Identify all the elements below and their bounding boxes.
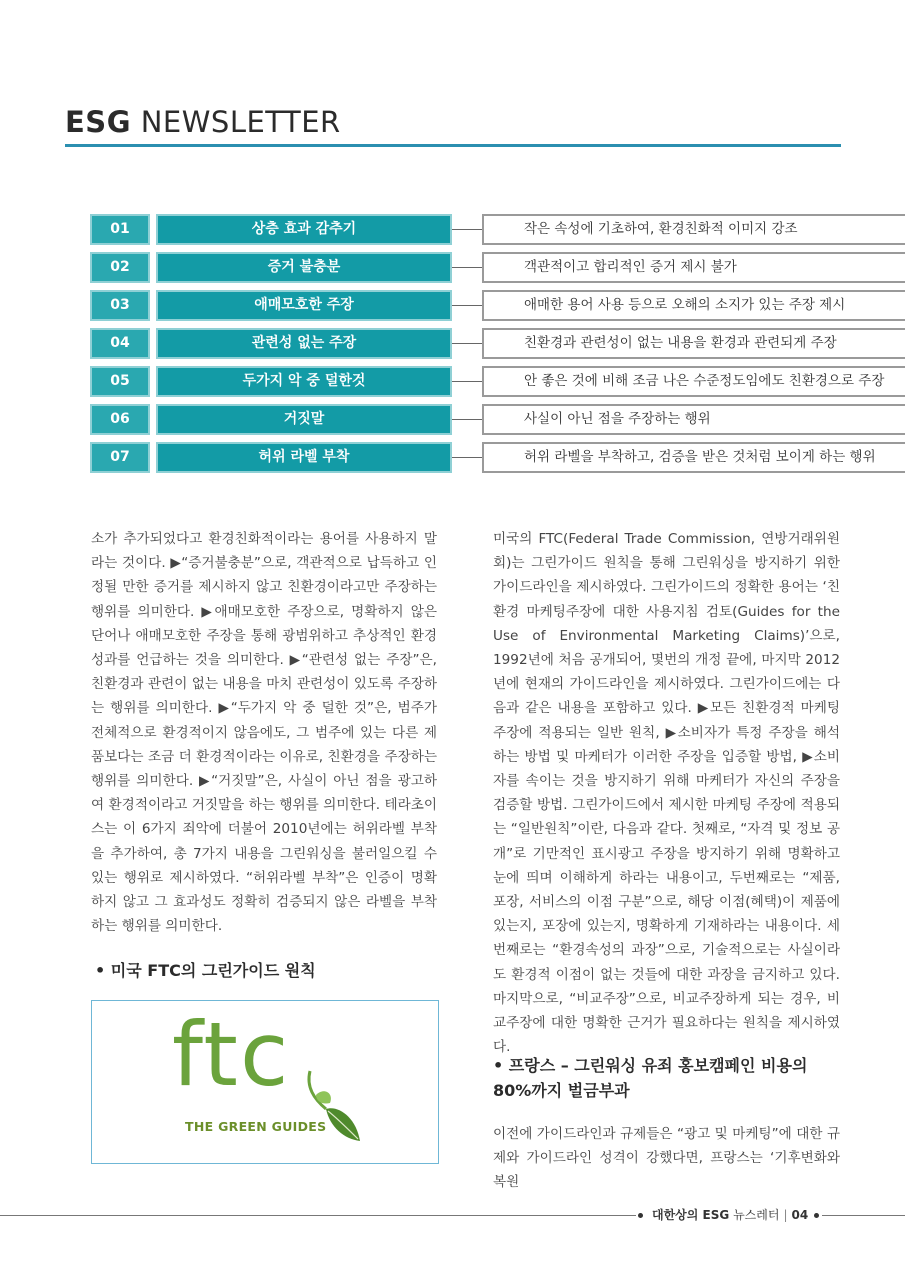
category-row [90, 404, 842, 435]
category-number: 05 [90, 366, 150, 397]
category-name: 증거 불충분 [156, 252, 452, 283]
category-row [90, 214, 842, 245]
right-column-paragraph: 미국의 FTC(Federal Trade Commission, 연방거래위원회)는 그린가이드 원칙을 통해 그린워싱을 방지하기 위한 가이드라인을 제시하였다. 그린가이드의 정확한 용어는 ‘친환경 마케팅주장에 대한 사용지침 검토(Guides for the Use of Environmental Marketing Claims)’으로, 1992년에 처음 공개되어, 몇번의 개정 끝에, 마지막 2012년에 현재의 가이드라인을 제시하였다. 그린가이드에는 다음과 같은 내용을 포함하고 있다. ▶모든 친환경적 마케팅 주장에 적용되는 일반 원칙, ▶소비자가 특정 주장을 해석하는 방법 및 마케터가 이러한 주장을 입증할 방법, ▶소비자를 속이는 것을 방지하기 위해 마케터가 자신의 주장을 검증할 방법. 그린가이드에서 제시한 마케팅 주장에 적용되는 “일반원칙”이란, 다음과 같다. 첫째로, “자격 및 정보 공개”로 기만적인 표시광고 주장을 방지하기 위해 명확하고 눈에 띄며 이해하게 하라는 내용이고, 두번째로는 “제품, 포장, 서비스의 이점 구분”으로, 해당 이점(혜택)이 제품에 있는지, 포장에 있는지, 명확하게 기재하라는 내용이다. 세번째로는 “환경속성의 과장”으로, 기술적으로는 사실이라도 환경적 이점이 없는 것들에 대한 과장을 금지하고 있다. 마지막으로, “비교주장”으로, 비교주장하게 되는 경우, 비교주장에 대한 명확한 근거가 필요하다는 원칙을 제시하였다. [493, 531, 840, 1056]
category-number: 02 [90, 252, 150, 283]
category-row [90, 366, 885, 397]
category-description: 안 좋은 것에 비해 조금 나은 수준정도임에도 친환경으로 주장 [482, 366, 905, 397]
footer-rule-left [0, 1215, 636, 1216]
newsletter-header [65, 104, 841, 147]
left-column-body [91, 527, 437, 938]
ftc-green-guides-logo [91, 1000, 439, 1164]
right-column-body-2 [493, 1122, 840, 1195]
greenwashing-categories-table [90, 214, 885, 480]
footer-separator: | [783, 1208, 788, 1222]
category-description: 친환경과 관련성이 없는 내용을 환경과 관련되게 주장 [482, 328, 905, 359]
category-description: 사실이 아닌 점을 주장하는 행위 [482, 404, 905, 435]
category-number: 04 [90, 328, 150, 359]
category-name: 허위 라벨 부착 [156, 442, 452, 473]
right-column-paragraph-2: 이전에 가이드라인과 규제들은 “광고 및 마케팅”에 대한 규제와 가이드라인 성격이 강했다면, 프랑스는 ‘기후변화와 복원 [493, 1126, 840, 1191]
connector-line [452, 419, 482, 420]
category-description: 객관적이고 합리적인 증거 제시 불가 [482, 252, 905, 283]
category-name: 애매모호한 주장 [156, 290, 452, 321]
page-number: 04 [791, 1208, 809, 1222]
footer-dot [638, 1213, 643, 1218]
footer-publisher: 대한상의 ESG [652, 1208, 730, 1222]
footer-rule-right [822, 1215, 905, 1216]
category-row [90, 252, 842, 283]
connector-line [452, 267, 482, 268]
footer-label [652, 1206, 808, 1223]
section-title-ftc: • 미국 FTC의 그린가이드 원칙 [95, 961, 316, 980]
section-title-france: • 프랑스 – 그린워싱 유죄 홍보캠페인 비용의 80%까지 벌금부과 [493, 1056, 808, 1100]
right-column-body [493, 527, 840, 1059]
category-name: 두가지 악 중 덜한것 [156, 366, 452, 397]
connector-line [452, 457, 482, 458]
connector-line [452, 381, 482, 382]
connector-line [452, 305, 482, 306]
footer-newsletter: 뉴스레터 [733, 1208, 780, 1222]
category-description: 작은 속성에 기초하여, 환경친화적 이미지 강조 [482, 214, 905, 245]
category-row [90, 442, 876, 473]
category-number: 01 [90, 214, 150, 245]
category-name: 관련성 없는 주장 [156, 328, 452, 359]
category-name: 상층 효과 감추기 [156, 214, 452, 245]
category-number: 07 [90, 442, 150, 473]
footer-dot [814, 1213, 819, 1218]
category-name: 거짓말 [156, 404, 452, 435]
leaf-icon [304, 1069, 364, 1149]
connector-line [452, 343, 482, 344]
ftc-logo-word: ftc [172, 1003, 291, 1106]
category-number: 06 [90, 404, 150, 435]
ftc-logo-subtitle: THE GREEN GUIDES [185, 1119, 327, 1134]
newsletter-title: ESG NEWSLETTER [65, 105, 341, 139]
category-description: 애매한 용어 사용 등으로 오해의 소지가 있는 주장 제시 [482, 290, 905, 321]
left-column-paragraph: 소가 추가되었다고 환경친화적이라는 용어를 사용하지 말라는 것이다. ▶“증거불충분”으로, 객관적으로 납득하고 인정될 만한 증거를 제시하지 않고 친환경이라고만 주장하는 행위를 의미한다. ▶애매모호한 주장으로, 명확하지 않은 단어나 애매모호한 주장을 통해 광범위하고 추상적인 환경성과를 언급하는 것을 의미한다. ▶“관련성 없는 주장”은, 친환경과 관련이 없는 내용을 마치 관련성이 있도록 주장하는 행위를 의미한다. ▶“두가지 악 중 덜한 것”은, 범주가 전체적으로 환경적이지 않음에도, 그 범주에 있는 다른 제품보다는 조금 더 환경적이라는 이유로, 친환경을 주장하는 행위를 의미한다. ▶“거짓말”은, 사실이 아닌 점을 광고하여 환경적이라고 거짓말을 하는 행위를 의미한다. 테라초이스는 이 6가지 죄악에 더불어 2010년에는 허위라벨 부착을 추가하여, 총 7가지 내용을 그린워싱을 불러일으킬 수 있는 행위로 제시하였다. “허위라벨 부착”은 인증이 명확하지 않고 그 효과성도 정확히 검증되지 않은 라벨을 부착하는 행위를 의미한다. [91, 531, 437, 935]
category-row [90, 328, 842, 359]
category-description: 허위 라벨을 부착하고, 검증을 받은 것처럼 보이게 하는 행위 [482, 442, 905, 473]
category-number: 03 [90, 290, 150, 321]
header-rule [65, 144, 841, 147]
connector-line [452, 229, 482, 230]
category-row [90, 290, 846, 321]
